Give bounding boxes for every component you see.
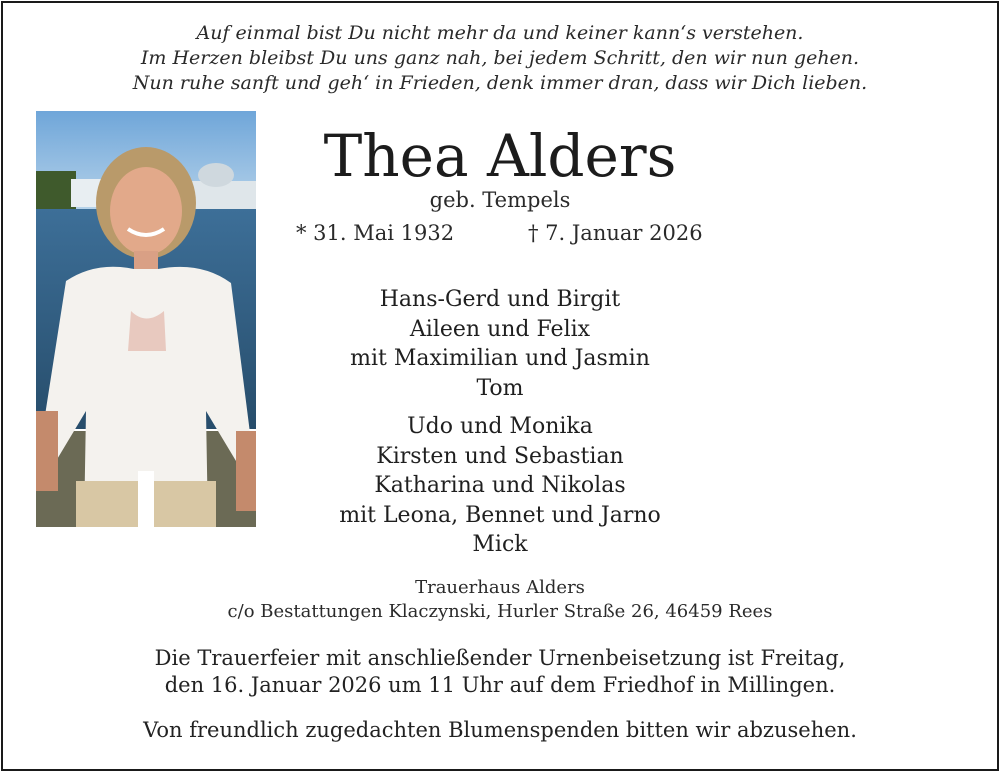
ceremony-line: den 16. Januar 2026 um 11 Uhr auf dem Friedhof in Millingen. — [164, 673, 836, 697]
birth-date: * 31. Mai 1932 — [296, 221, 455, 245]
address-line: Trauerhaus Alders — [415, 577, 585, 598]
poem-line: Auf einmal bist Du nicht mehr da und keiner kann‘s verstehen. — [196, 22, 804, 44]
memorial-poem — [0, 21, 1000, 96]
flowers-note: Von freundlich zugedachten Blumenspenden bitten wir abzusehen. — [143, 718, 857, 742]
family-group-1 — [0, 285, 1000, 403]
poem-line: Im Herzen bleibst Du uns ganz nah, bei jedem Schritt, den wir nun gehen. — [140, 47, 860, 69]
deceased-name: Thea Alders — [323, 122, 677, 190]
family-line: Tom — [476, 375, 524, 401]
poem-line: Nun ruhe sanft und geh‘ in Frieden, denk immer dran, dass wir Dich lieben. — [132, 72, 868, 94]
family-line: Hans-Gerd und Birgit — [379, 287, 621, 312]
family-line: Katharina und Nikolas — [374, 473, 626, 498]
birth-name: geb. Tempels — [429, 188, 571, 212]
family-line: Udo und Monika — [407, 414, 593, 439]
mourning-address — [0, 576, 1000, 624]
family-line: Kirsten und Sebastian — [376, 443, 624, 469]
death-date: † 7. Januar 2026 — [528, 221, 703, 245]
address-line: c/o Bestattungen Klaczynski, Hurler Straße 26, 46459 Rees — [227, 601, 773, 622]
family-group-2 — [0, 412, 1000, 560]
ceremony-info — [0, 645, 1000, 699]
family-line: Mick — [472, 532, 528, 557]
family-line: Aileen und Felix — [409, 316, 591, 342]
family-line: mit Maximilian und Jasmin — [350, 346, 650, 371]
ceremony-line: Die Trauerfeier mit anschließender Urnenbeisetzung ist Freitag, — [154, 646, 846, 670]
family-line: mit Leona, Bennet und Jarno — [339, 502, 661, 528]
